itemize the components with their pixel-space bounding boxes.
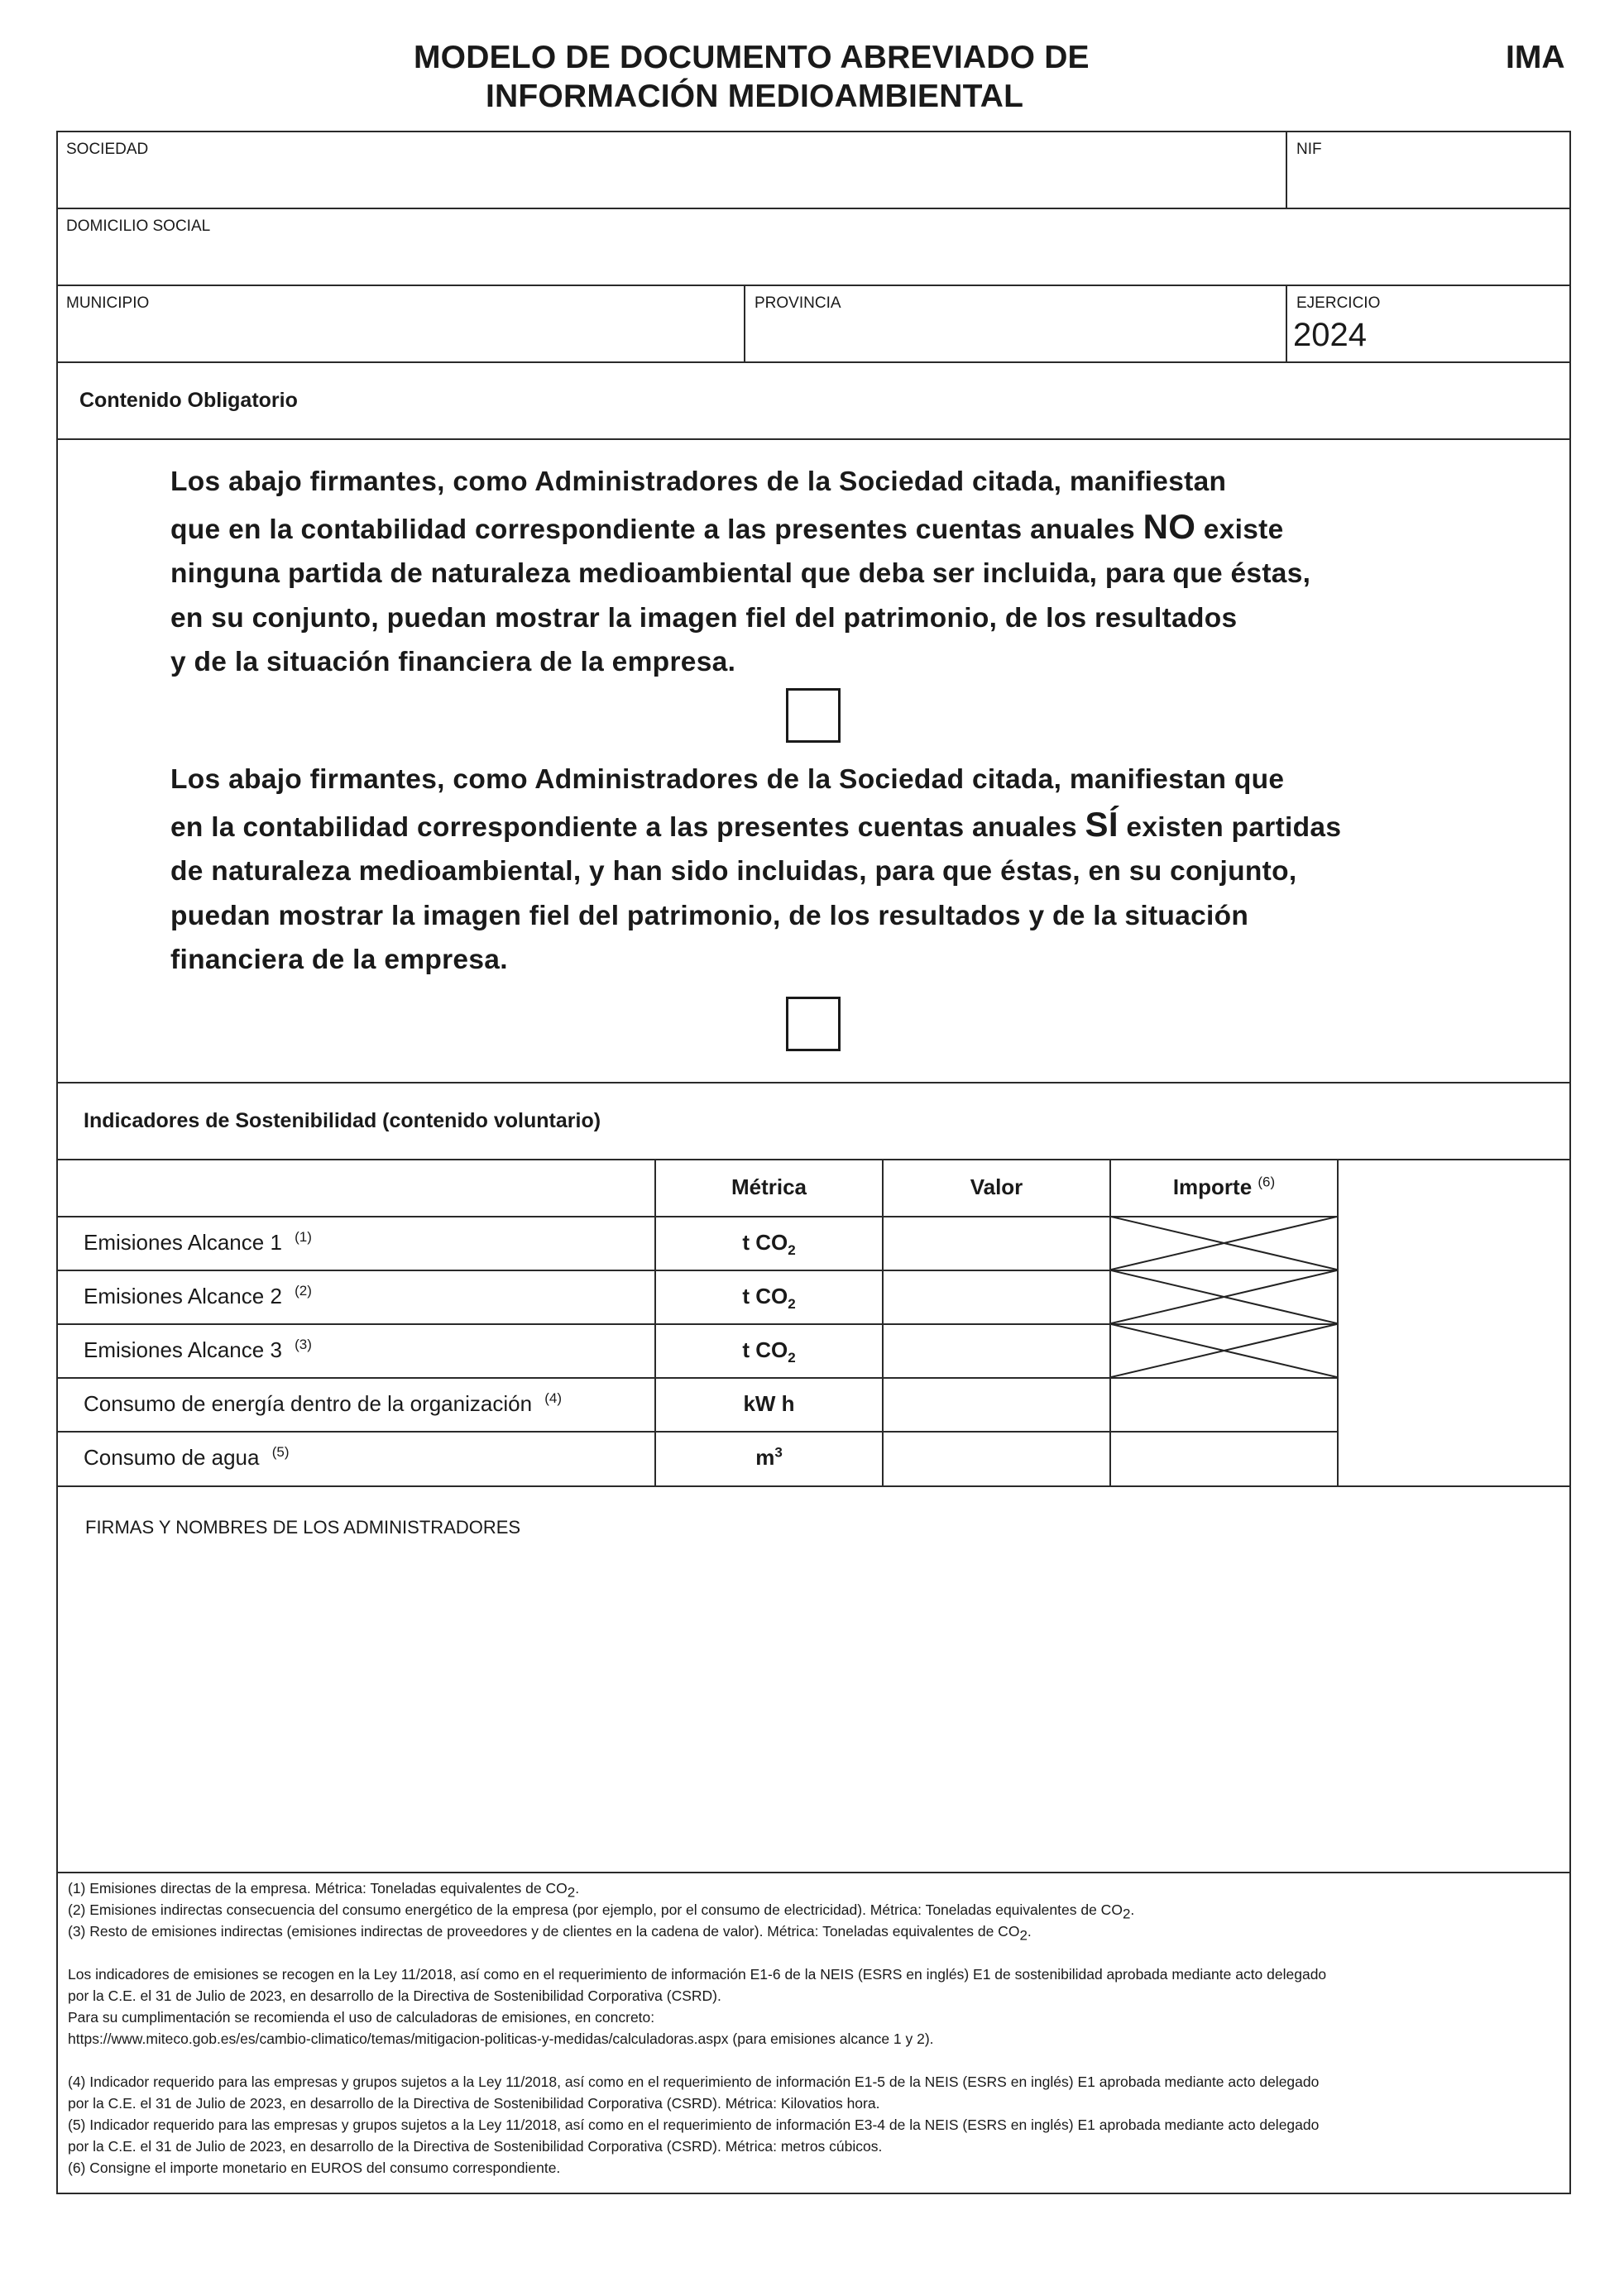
note-4-cont: por la C.E. el 31 de Julio de 2023, en desarrollo de la Directiva de Sostenibilidad Corporativa (CSRD). Métrica: Kilovatios hora.: [68, 2095, 880, 2112]
ejercicio-value[interactable]: 2024: [1293, 317, 1367, 353]
table-row-metric: $m^3$: [755, 1444, 783, 1470]
valor-input[interactable]: [884, 1378, 1109, 1431]
valor-input[interactable]: [884, 1432, 1109, 1485]
domicilio-label: DOMICILIO SOCIAL: [66, 218, 211, 235]
municipio-input[interactable]: [60, 316, 738, 359]
note-paragraph-line: Para su cumplimentación se recomienda el uso de calculadoras de emisiones, en concreto:: [68, 2009, 655, 2026]
divider: [56, 1082, 1571, 1083]
nif-label: NIF: [1296, 141, 1322, 158]
domicilio-input[interactable]: [60, 239, 1565, 282]
table-row-label: Emisiones Alcance 1 $^{(1)}$: [84, 1229, 312, 1255]
table-row-metric: t $CO_2$: [742, 1337, 796, 1366]
sostenibilidad-heading: Indicadores de Sostenibilidad (contenido voluntario): [84, 1109, 601, 1132]
note-6: (6) Consigne el importe monetario en EUROS del consumo correspondiente.: [68, 2160, 561, 2176]
table-row-metric: t $CO_2$: [742, 1284, 796, 1313]
checkbox-no-existe[interactable]: [786, 688, 841, 743]
note-paragraph-line: por la C.E. el 31 de Julio de 2023, en desarrollo de la Directiva de Sostenibilidad Corporativa (CSRD).: [68, 1987, 721, 2004]
footnotes: [68, 1877, 1557, 2179]
ejercicio-label: EJERCICIO: [1296, 294, 1381, 312]
table-row-label: Consumo de agua $^{(5)}$: [84, 1444, 290, 1470]
divider: [56, 208, 1571, 209]
title-line-2: INFORMACIÓN MEDIOAMBIENTAL: [486, 79, 1024, 114]
obligatorio-heading: Contenido Obligatorio: [79, 389, 298, 412]
municipio-label: MUNICIPIO: [66, 294, 150, 312]
nif-input[interactable]: [1291, 162, 1567, 205]
statement-si: Los abajo firmantes, como Administradores de la Sociedad citada, manifiestan que en la contabilidad correspondiente a las presentes cuentas anuales SÍ existen partidas de naturaleza medioambiental, y han sido incluidas, para que éstas, en su conjunto, puedan mostrar la imagen fiel del patrimonio, de los resultados y de la situación financiera de la empresa.: [170, 764, 1342, 975]
table-row-label: Emisiones Alcance 3 $^{(3)}$: [84, 1337, 312, 1362]
form-code: IMA: [1506, 40, 1565, 75]
calculator-link[interactable]: https://www.miteco.gob.es/es/cambio-climatico/temas/mitigacion-politicas-y-medidas/calculadoras.aspx (para emisiones alcance 1 y 2).: [68, 2031, 934, 2047]
note-5-cont: por la C.E. el 31 de Julio de 2023, en desarrollo de la Directiva de Sostenibilidad Corporativa (CSRD). Métrica: metros cúbicos.: [68, 2138, 883, 2155]
table-row-label: Emisiones Alcance 2 $^{(2)}$: [84, 1283, 312, 1308]
divider: [1286, 285, 1287, 361]
note-2: (2) Emisiones indirectas consecuencia del consumo energético de la empresa (por ejemplo, por el consumo de electricidad). Métrica: Toneladas equivalentes de $CO_2$.: [68, 1901, 1135, 1922]
table-row-label: Consumo de energía dentro de la organización $^{(4)}$: [84, 1390, 563, 1416]
statement-no: Los abajo firmantes, como Administradores de la Sociedad citada, manifiestan que en la contabilidad correspondiente a las presentes cuentas anuales NO existe ninguna partida de naturaleza medioambiental que deba ser incluida, para que éstas, en su conjunto, puedan mostrar la imagen fiel del patrimonio, de los resultados y de la situación financiera de la empresa.: [170, 466, 1311, 677]
valor-input[interactable]: [884, 1270, 1109, 1323]
divider: [56, 1872, 1571, 1873]
firmas-area[interactable]: [60, 1547, 1565, 1868]
note-4: (4) Indicador requerido para las empresas y grupos sujetos a la Ley 11/2018, así como en el requerimiento de información E1-5 de la NEIS (ESRS en inglés) E1 aprobada mediante acto delegado: [68, 2074, 1320, 2090]
sociedad-label: SOCIEDAD: [66, 141, 149, 158]
importe-cell-disabled: [1111, 1324, 1337, 1377]
note-1: (1) Emisiones directas de la empresa. Métrica: Toneladas equivalentes de $CO_2$.: [68, 1880, 580, 1901]
col-header-metrica: Métrica: [731, 1174, 807, 1199]
provincia-label: PROVINCIA: [755, 294, 841, 312]
divider: [744, 285, 745, 361]
divider: [56, 1159, 1571, 1160]
col-header-importe: Importe $^{(6)}$: [1172, 1174, 1276, 1199]
divider: [56, 285, 1571, 286]
importe-input[interactable]: [1111, 1432, 1337, 1485]
divider: [56, 361, 1571, 363]
note-3: (3) Resto de emisiones indirectas (emisiones indirectas de proveedores y de clientes en la cadena de valor). Métrica: Toneladas equivalentes de $CO_2$.: [68, 1923, 1032, 1944]
valor-input[interactable]: [884, 1324, 1109, 1377]
table-row-metric: t $CO_2$: [742, 1230, 796, 1259]
divider: [1286, 131, 1287, 208]
importe-input[interactable]: [1111, 1378, 1337, 1431]
note-paragraph-line: Los indicadores de emisiones se recogen en la Ley 11/2018, así como en el requerimiento de información E1-6 de la NEIS (ESRS en inglés) E1 de sostenibilidad aprobada mediante acto delegado: [68, 1966, 1327, 1983]
importe-cell-disabled: [1111, 1217, 1337, 1270]
valor-input[interactable]: [884, 1217, 1109, 1270]
table-row-metric: kW h: [743, 1391, 795, 1416]
provincia-input[interactable]: [749, 316, 1281, 359]
checkbox-si-existen[interactable]: [786, 997, 841, 1051]
firmas-label: FIRMAS Y NOMBRES DE LOS ADMINISTRADORES: [85, 1517, 521, 1538]
note-5: (5) Indicador requerido para las empresas y grupos sujetos a la Ley 11/2018, así como en el requerimiento de información E3-4 de la NEIS (ESRS en inglés) E1 aprobada mediante acto delegado: [68, 2117, 1320, 2133]
importe-cell-disabled: [1111, 1270, 1337, 1323]
sociedad-input[interactable]: [60, 162, 1280, 205]
title-line-1: MODELO DE DOCUMENTO ABREVIADO DE: [414, 40, 1090, 75]
col-header-valor: Valor: [970, 1174, 1023, 1199]
divider: [56, 1485, 1571, 1487]
divider: [56, 438, 1571, 440]
